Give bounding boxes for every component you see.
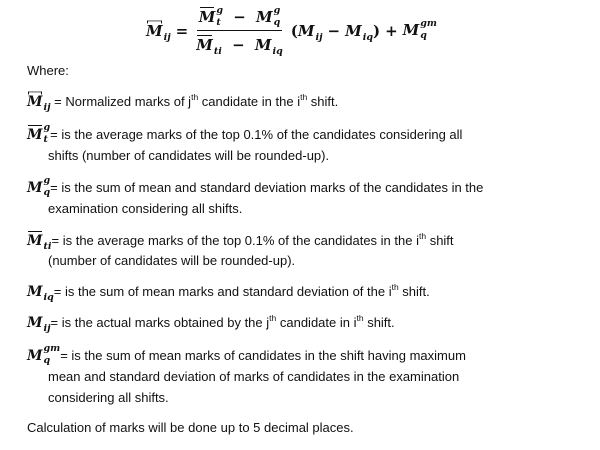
def-symbol: M (27, 315, 43, 331)
paren-term-b: M (345, 21, 362, 40)
def-symbol: M (27, 348, 43, 364)
def-superscript: th (356, 312, 364, 323)
definition-mean-sd-all-shifts (27, 175, 484, 198)
formula-paren-open: ( (290, 22, 298, 40)
formula-fraction (194, 5, 285, 57)
formula-equals: = (175, 22, 189, 40)
def-symbol: M (27, 94, 43, 110)
numerator-term-b-sub: q (273, 17, 281, 28)
numerator-minus: − (233, 8, 246, 26)
def-text: shift. (398, 284, 430, 299)
def-superscript: th (418, 230, 427, 241)
paren-term-a: M (297, 21, 315, 40)
numerator-term-b: M (256, 8, 273, 26)
def-text-continuation: (number of candidates will be rounded-up). (48, 253, 296, 268)
def-text: = is the sum of mean marks of candidates in the shift having maximum (60, 348, 466, 363)
def-text-continuation: mean and standard deviation of marks of candidates in the examination (48, 369, 460, 384)
formula-lhs (146, 21, 171, 43)
def-symbol-sup: gm (43, 343, 61, 354)
definition-max-shift-mean (27, 343, 466, 366)
calculation-note: Calculation of marks will be done up to 5 decimal places. (27, 420, 354, 435)
def-text: = Normalized marks of j (54, 94, 192, 109)
def-text: shift. (307, 94, 339, 109)
def-text: shift. (363, 315, 395, 330)
paren-term-b-sub: iq (362, 31, 373, 43)
denominator-term-a: M (196, 36, 213, 54)
def-symbol: M (27, 233, 43, 249)
def-text-continuation: examination considering all shifts. (48, 201, 243, 216)
def-symbol-sub: ti (43, 241, 52, 252)
formula-numerator (197, 5, 283, 31)
formula-last-term: M (402, 21, 420, 39)
def-symbol-sub: ij (43, 102, 51, 113)
def-symbol-sup: g (43, 175, 51, 186)
def-superscript: th (191, 91, 199, 102)
def-text: = is the sum of mean and standard deviation marks of the candidates in the (50, 180, 484, 195)
definition-avg-top-in-shift (27, 230, 454, 252)
denominator-term-b-sub: iq (272, 46, 283, 57)
def-symbol: M (27, 284, 43, 300)
def-text-continuation: shifts (number of candidates will be rounded-up). (48, 148, 330, 163)
def-text: candidate in i (276, 315, 357, 330)
numerator-term-a-sub: t (216, 17, 221, 28)
denominator-term-b: M (254, 36, 272, 54)
denominator-minus: − (232, 36, 245, 54)
formula-lhs-subscript: ij (163, 31, 171, 43)
definition-actual-marks (27, 312, 395, 334)
def-text-continuation: considering all shifts. (48, 390, 169, 405)
def-superscript: th (300, 91, 308, 102)
where-label: Where: (27, 63, 69, 78)
paren-term-a-sub: ij (315, 31, 323, 43)
def-text: shift (426, 233, 454, 248)
normalization-formula (146, 6, 437, 56)
def-symbol: M (27, 180, 43, 196)
def-text: = is the actual marks obtained by the j (50, 315, 270, 330)
def-superscript: th (269, 312, 277, 323)
numerator-term-a-sup: g (216, 5, 223, 16)
numerator-term-a: M (198, 8, 216, 26)
def-symbol-sup: g (43, 122, 51, 133)
def-symbol-sub: iq (43, 292, 54, 303)
def-symbol-sub: q (43, 187, 51, 198)
def-text: = is the average marks of the top 0.1% of the candidates in the i (51, 233, 419, 248)
def-symbol-sub: t (43, 134, 48, 145)
denominator-term-a-sub: ti (213, 46, 222, 57)
formula-denominator (194, 31, 285, 57)
def-superscript: th (391, 281, 399, 292)
formula-paren-close: ) (372, 22, 381, 40)
numerator-term-b-sup: g (273, 5, 281, 16)
formula-plus: + (385, 22, 398, 40)
def-symbol-sub: ij (43, 323, 51, 334)
def-text: = is the average marks of the top 0.1% of the candidates considering all (50, 127, 463, 142)
formula-last-term-sup: gm (420, 18, 437, 29)
formula-lhs-symbol: M (146, 21, 163, 40)
definition-mean-sd-in-shift (27, 281, 430, 303)
def-text: candidate in the i (198, 94, 301, 109)
def-symbol: M (27, 127, 43, 143)
definition-normalized-marks (27, 91, 339, 113)
def-symbol-sub: q (43, 355, 51, 366)
formula-last-term-sub: q (420, 30, 427, 41)
definition-avg-top-all-shifts (27, 122, 463, 145)
paren-minus: − (327, 22, 341, 40)
def-text: = is the sum of mean marks and standard deviation of the i (53, 284, 392, 299)
